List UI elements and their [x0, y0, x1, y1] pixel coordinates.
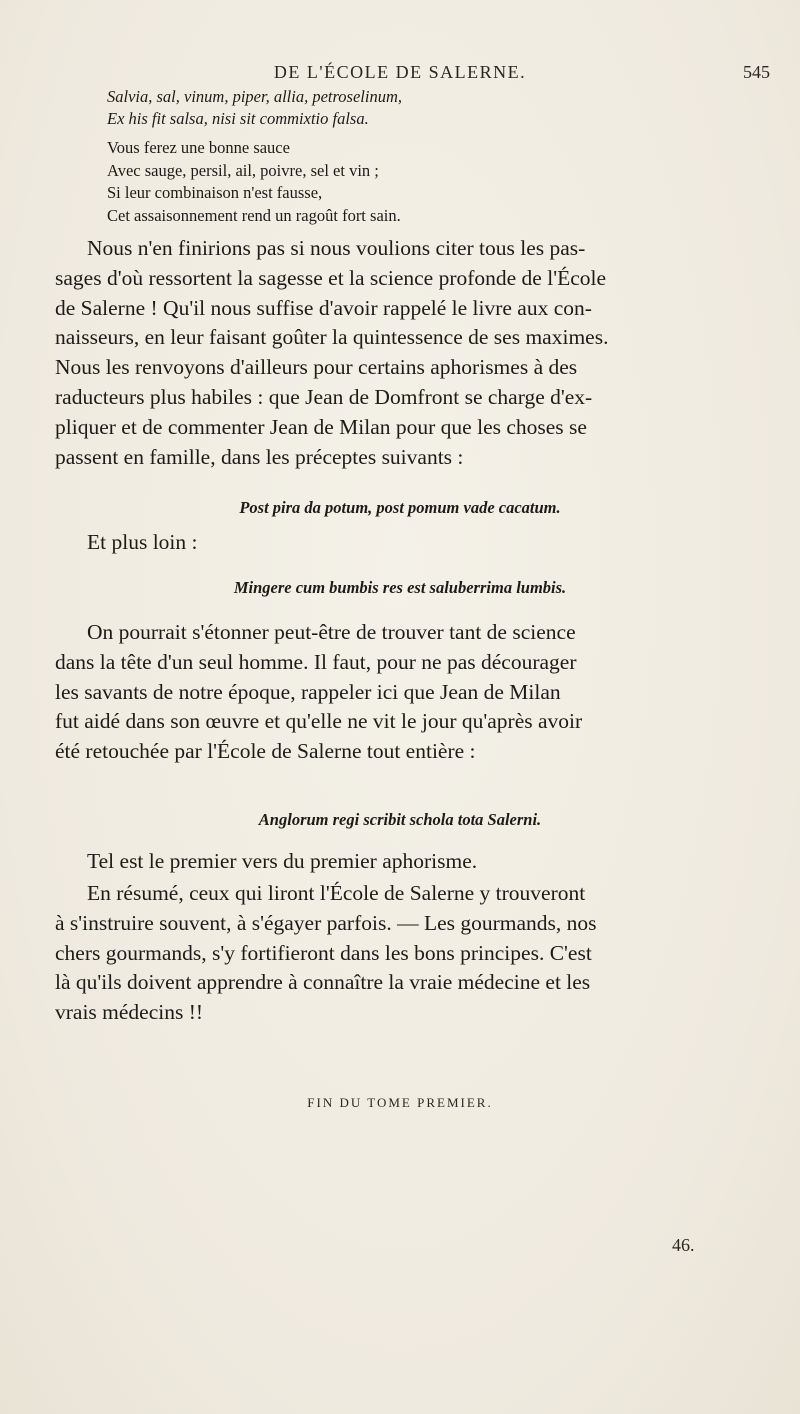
latin-quote-mingere: Mingere cum bumbis res est saluberrima lumbis. — [233, 578, 567, 597]
latin-verse — [107, 86, 727, 130]
signature-mark: 46. — [672, 1235, 695, 1255]
text-line: En résumé, ceux qui liront l'École de Salerne y trouveront — [87, 881, 586, 905]
running-header: DE L'ÉCOLE DE SALERNE. — [273, 62, 527, 82]
paragraph-citations — [55, 234, 745, 472]
french-verse-line: Avec sauge, persil, ail, poivre, sel et vin ; — [107, 160, 379, 180]
text-line: On pourrait s'étonner peut-être de trouver tant de science — [87, 620, 576, 644]
text-line: sages d'où ressortent la sagesse et la science profonde de l'École — [55, 265, 607, 290]
text-line: raducteurs plus habiles : que Jean de Domfront se charge d'ex- — [55, 384, 593, 409]
text-line: chers gourmands, s'y fortifieront dans les bons principes. C'est — [55, 940, 592, 965]
paragraph-science — [55, 618, 745, 767]
text-line: été retouchée par l'École de Salerne tout entière : — [55, 739, 476, 764]
latin-verse-line: Ex his fit salsa, nisi sit commixtio falsa. — [107, 109, 369, 128]
end-of-volume-note: FIN DU TOME PREMIER. — [307, 1095, 493, 1110]
text-line: pliquer et de commenter Jean de Milan pour que les choses se — [55, 414, 587, 439]
french-verse-line: Si leur combinaison n'est fausse, — [107, 183, 323, 202]
latin-quote-anglorum: Anglorum regi scribit schola tota Salerni. — [258, 810, 542, 829]
text-line: naisseurs, en leur faisant goûter la quintessence de ses maximes. — [55, 325, 609, 350]
text-line: Et plus loin : — [87, 530, 198, 554]
paragraph-resume — [55, 879, 745, 1028]
text-line: là qu'ils doivent apprendre à connaître la vraie médecine et les — [55, 970, 591, 995]
text-line: passent en famille, dans les préceptes suivants : — [55, 444, 464, 469]
french-verse-line: Vous ferez une bonne sauce — [107, 138, 290, 157]
french-verse-line: Cet assaisonnement rend un ragoût fort sain. — [107, 205, 401, 225]
latin-verse-line: Salvia, sal, vinum, piper, allia, petroselinum, — [107, 87, 402, 106]
text-line: de Salerne ! Qu'il nous suffise d'avoir rappelé le livre aux con- — [55, 295, 592, 320]
text-line: fut aidé dans son œuvre et qu'elle ne vit le jour qu'après avoir — [55, 709, 583, 734]
latin-quote-pira: Post pira da potum, post pomum vade cacatum. — [239, 498, 561, 517]
text-line: les savants de notre époque, rappeler ici que Jean de Milan — [55, 679, 561, 704]
text-line: dans la tête d'un seul homme. Il faut, pour ne pas décourager — [55, 649, 577, 674]
french-verse — [107, 137, 727, 227]
page-number: 545 — [743, 62, 770, 82]
text-line: vrais médecins !! — [55, 1000, 204, 1025]
text-line: Nous les renvoyons d'ailleurs pour certains aphorismes à des — [55, 355, 578, 380]
paragraph-plus-loin — [55, 528, 745, 558]
text-line: Tel est le premier vers du premier aphorisme. — [87, 849, 478, 873]
paragraph-premier-vers — [55, 847, 745, 877]
text-line: à s'instruire souvent, à s'égayer parfois. — Les gourmands, nos — [55, 910, 597, 935]
text-line: Nous n'en finirions pas si nous voulions citer tous les pas- — [87, 236, 586, 260]
